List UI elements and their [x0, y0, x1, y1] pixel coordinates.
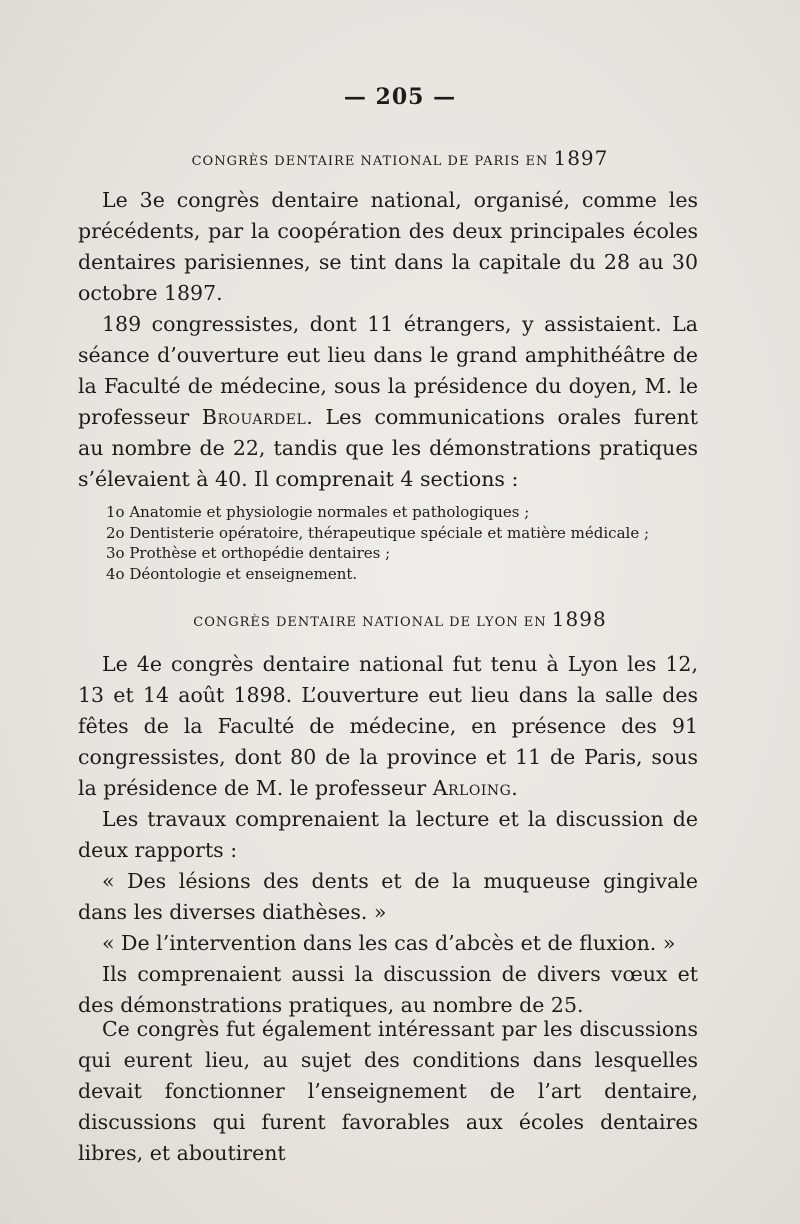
- person-name-brouardel: Brouardel: [201, 405, 307, 429]
- paragraph-paris-attendance-text: 189 congressistes, dont 11 étrangers, y assistaient. La séance d’ouverture eut lieu dans le grand amphithéâtre de la Faculté de médecine, sous la présidence du doyen, M. le professeur: [78, 312, 698, 429]
- list-item: 1o Anatomie et physiologie normales et pathologiques ;: [106, 503, 530, 521]
- section-heading-lyon-text: CONGRÈS DENTAIRE NATIONAL DE LYON EN: [193, 615, 547, 630]
- page-number: — 205 —: [343, 84, 457, 110]
- section-heading-paris: [0, 146, 800, 170]
- paragraph-lyon-report-1: « Des lésions des dents et de la muqueuse gingivale dans les diverses diathèses. »: [78, 869, 698, 924]
- list-item: 2o Dentisterie opératoire, thérapeutique spéciale et matière médicale ;: [106, 523, 650, 542]
- paragraph-lyon-intro-text: Le 4e congrès dentaire national fut tenu à Lyon les 12, 13 et 14 août 1898. L’ouverture eut lieu dans la salle des fêtes de la Faculté de médecine, en présence des 91 congressistes, dont 80 de la province et 11 de Paris, sous la présidence de M. le professeur: [78, 652, 698, 800]
- paragraph-paris-attendance: [78, 309, 698, 495]
- paragraph-paris-attendance-text-end: . Les communications orales furent au nombre de 22, tandis que les démonstrations pratiques s’élevaient à 40. Il comprenait 4 sections :: [78, 405, 698, 491]
- paragraph-lyon-teaching: Ce congrès fut également intéressant par les discussions qui eurent lieu, au sujet des conditions dans lesquelles devait fonctionner l’enseignement de l’art dentaire, discussions qui furent favorables aux écoles dentaires libres, et aboutirent: [78, 1017, 698, 1165]
- paragraph-lyon-intro-text-end: .: [511, 776, 518, 800]
- paragraph-lyon-works: Les travaux comprenaient la lecture et la discussion de deux rapports :: [78, 807, 698, 862]
- paragraph-lyon-demonstrations: Ils comprenaient aussi la discussion de divers vœux et des démonstrations pratiques, au nombre de 25.: [78, 962, 698, 1017]
- section-heading-paris-text: CONGRÈS DENTAIRE NATIONAL DE PARIS EN: [191, 154, 549, 169]
- person-name-arloing: Arloing: [432, 776, 512, 800]
- section-heading-lyon: [0, 607, 800, 631]
- section-heading-paris-year: 1897: [553, 146, 609, 170]
- list-item: 4o Déontologie et enseignement.: [106, 564, 358, 583]
- paragraph-paris-intro: Le 3e congrès dentaire national, organisé, comme les précédents, par la coopération des deux principales écoles dentaires parisiennes, se tint dans la capitale du 28 au 30 octobre 1897.: [78, 188, 698, 305]
- paragraph-lyon-report-2: « De l’intervention dans les cas d’abcès et de fluxion. »: [102, 931, 676, 955]
- list-item: 3o Prothèse et orthopédie dentaires ;: [106, 544, 391, 562]
- sections-list: [106, 502, 696, 584]
- section-heading-lyon-year: 1898: [551, 607, 607, 631]
- paragraph-lyon-intro: [78, 649, 698, 804]
